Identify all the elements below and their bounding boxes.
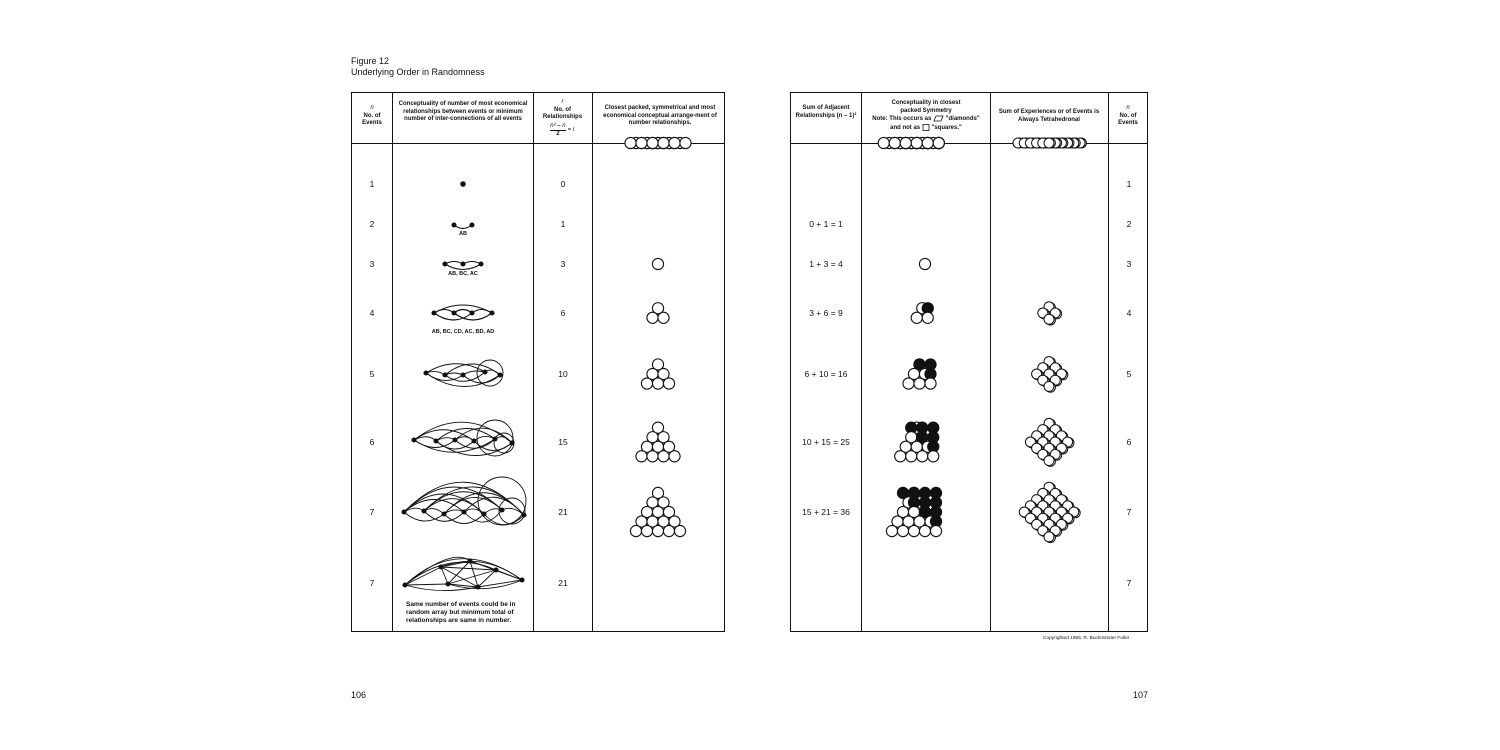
left-r-2: 1 (560, 219, 566, 229)
packed-circle (669, 137, 680, 148)
figure-title: Underlying Order in Randomness (351, 67, 485, 77)
packed-circle-white (889, 137, 900, 148)
event-dot (412, 438, 416, 442)
packed-circle-white (886, 525, 897, 536)
diagram-random-array (405, 557, 522, 590)
tetra-circle (1044, 532, 1054, 542)
n-symbol: n (370, 105, 374, 111)
r-formula-equals: = r (567, 126, 575, 133)
left-n-5: 5 (369, 369, 375, 379)
event-dot (422, 509, 426, 513)
packed-circle-white (900, 137, 911, 148)
packed-circle-white (925, 378, 936, 389)
left-r-3: 3 (560, 259, 566, 269)
event-dot (468, 559, 472, 563)
right-n-4: 4 (1126, 308, 1132, 318)
header-relationships (533, 99, 592, 139)
event-dot (461, 182, 465, 186)
event-dot (510, 441, 514, 445)
event-dot (493, 437, 497, 441)
packed-circle (658, 312, 669, 323)
r-formula-denominator: 2 (556, 131, 560, 137)
sum-row-4: 3 + 6 = 9 (809, 308, 843, 318)
symmetry-note-2 (863, 124, 989, 133)
header-conceptuality: Conceptuality of number of most economical relationships between events or minimum number of inter-connections of all events (398, 101, 528, 122)
left-n-4: 4 (369, 308, 375, 318)
header-tetrahedronal: Sum of Experiences or of Events is Always Tetrahedronal (998, 109, 1100, 123)
packed-circle-white (928, 451, 939, 462)
tetra-circle (1044, 314, 1054, 324)
event-dot (452, 311, 456, 315)
sum-row-3: 1 + 3 = 4 (809, 259, 843, 269)
left-r-6: 15 (558, 437, 568, 447)
packed-circle (652, 378, 663, 389)
symmetry-squares: "squares." (931, 124, 962, 131)
r-label: No. of Relationships (542, 106, 583, 120)
right-n-3: 3 (1126, 259, 1132, 269)
left-n-7: 7 (369, 507, 375, 517)
event-dot (403, 583, 407, 587)
event-dot (452, 223, 456, 227)
event-dot (490, 311, 494, 315)
event-dot (424, 371, 428, 375)
packed-circle (669, 451, 680, 462)
packed-circle-white (930, 525, 941, 536)
sum-row-6: 10 + 15 = 25 (802, 437, 850, 447)
copyright: Copyrighted 1965, R. Buckminster Fuller (1043, 636, 1130, 641)
symmetry-note (863, 115, 989, 124)
packed-circle-white (878, 137, 889, 148)
packed-circle (641, 525, 652, 536)
right-n-7b: 7 (1126, 578, 1132, 588)
sum-row-5: 6 + 10 = 16 (804, 369, 848, 379)
event-dot (500, 508, 504, 512)
page-number-left: 106 (351, 690, 367, 700)
packed-circle-white (911, 312, 922, 323)
packed-circle-white (908, 525, 919, 536)
packed-circle-white (919, 525, 930, 536)
header-n (352, 105, 392, 128)
right-n-5: 5 (1126, 369, 1132, 379)
left-r-4: 6 (560, 308, 566, 318)
diamond-icon (933, 115, 944, 122)
packed-circle (636, 451, 647, 462)
sum-row-2: 0 + 1 = 1 (809, 219, 843, 229)
caption-row-2: AB (459, 231, 467, 237)
tetra-circle (1044, 456, 1054, 466)
left-r-5: 10 (558, 369, 568, 379)
event-dot (482, 512, 486, 516)
packed-circle (641, 378, 652, 389)
event-dot (443, 262, 447, 266)
right-n-1: 1 (1126, 179, 1132, 189)
symmetry-diamonds-diagrams (861, 143, 990, 631)
diagram-4-events (434, 305, 492, 320)
n-label: No. of Events (362, 112, 382, 126)
left-table (351, 92, 725, 632)
figure-title-block (351, 56, 485, 78)
packed-circle (658, 451, 669, 462)
tetra-circle (1044, 138, 1054, 148)
right-n-7: 7 (1126, 507, 1132, 517)
event-dot (470, 223, 474, 227)
right-n-2: 2 (1126, 219, 1132, 229)
event-dot (476, 585, 480, 589)
event-dot (443, 373, 447, 377)
tetra-group (1013, 138, 1086, 543)
packed-circle-white (895, 451, 906, 462)
event-dot (494, 568, 498, 572)
square-icon (922, 124, 930, 131)
packed-circle (630, 525, 641, 536)
header-sum-adjacent: Sum of Adjacent Relationships (n – 1)² (795, 105, 857, 119)
caption-row-3: AB, BC, AC (448, 271, 478, 277)
header-closest-packed: Closest packed, symmetrical and most economical conceptual arrange-ment of number relationships. (603, 105, 717, 126)
event-dot (522, 513, 526, 517)
r-symbol: r (561, 99, 564, 105)
r-formula-numerator: n² – n (550, 123, 565, 132)
packed-circle-white (897, 525, 908, 536)
packed-circle-white (906, 451, 917, 462)
event-dot (434, 439, 438, 443)
packed-circle (658, 137, 669, 148)
diagram-6-events (414, 420, 514, 456)
packed-circle-white (914, 378, 925, 389)
left-n-1: 1 (369, 179, 375, 189)
header-symmetry (863, 100, 989, 132)
packed-circle-white (919, 258, 930, 269)
symmetry-diamonds: "diamonds" (945, 116, 980, 123)
packed-circle (625, 137, 636, 148)
left-n-6: 6 (369, 437, 375, 447)
event-dot (453, 438, 457, 442)
relationship-arc (454, 225, 472, 229)
packed-circle (652, 258, 663, 269)
packed-circle-white (917, 451, 928, 462)
event-dot (402, 510, 406, 514)
packed-circle (647, 137, 658, 148)
packed-circle (636, 137, 647, 148)
packed-circle (663, 378, 674, 389)
packed-circle-white (922, 312, 933, 323)
right-n-6: 6 (1126, 437, 1132, 447)
event-dot (470, 311, 474, 315)
relationship-diagrams (392, 143, 533, 631)
event-dot (472, 439, 476, 443)
event-dot (520, 578, 524, 582)
tetrahedronal-diagrams (990, 143, 1108, 631)
event-dot (432, 311, 436, 315)
r-formula (533, 123, 592, 139)
packed-circle-white (933, 137, 944, 148)
event-dot (461, 373, 465, 377)
left-r-7b: 21 (558, 578, 568, 588)
packed-circle-white (911, 137, 922, 148)
sum-row-7: 15 + 21 = 36 (802, 507, 850, 517)
event-dot (479, 262, 483, 266)
event-dot (498, 373, 502, 377)
left-r-1: 0 (560, 179, 566, 189)
left-n-2: 2 (369, 219, 375, 229)
left-n-7b: 7 (369, 578, 375, 588)
column-divider (533, 93, 534, 631)
packed-circle (680, 137, 691, 148)
symmetry-note-text-2: and not as (890, 124, 921, 131)
symmetry-title: Conceptuality in closest packed Symmetry (891, 100, 961, 114)
right-table (790, 92, 1148, 632)
event-dot (462, 510, 466, 514)
symmetry-note-text: Note: This occurs as (872, 116, 932, 123)
event-dot (446, 582, 450, 586)
figure-label: Figure 12 (351, 56, 390, 66)
event-dot (439, 565, 443, 569)
left-r-7: 21 (558, 507, 568, 517)
page-number-right: 107 (1133, 690, 1149, 700)
packed-circle (647, 312, 658, 323)
header-n-right (1108, 105, 1148, 128)
packed-circle-white (903, 378, 914, 389)
packed-circle (647, 451, 658, 462)
random-array-note: Same number of events could be in random array but minimum total of relationships are same in number. (406, 601, 516, 624)
event-dot (483, 370, 487, 374)
tetra-circle (1044, 381, 1054, 391)
packed-circle-white (922, 137, 933, 148)
diagram-7-events (404, 477, 526, 525)
packed-circle (652, 525, 663, 536)
closest-packed-triangles (592, 143, 724, 631)
triangle-group (625, 137, 691, 536)
packed-circle (663, 525, 674, 536)
packed-circle (674, 525, 685, 536)
left-n-3: 3 (369, 259, 375, 269)
event-dot (442, 512, 446, 516)
n-symbol-right: n (1126, 105, 1130, 111)
column-divider (1108, 93, 1109, 631)
diamond-group (878, 137, 944, 536)
n-label-right: No. of Events (1118, 112, 1138, 126)
caption-row-4: AB, BC, CD, AC, BD, AD (431, 329, 495, 335)
event-dot (461, 262, 465, 266)
